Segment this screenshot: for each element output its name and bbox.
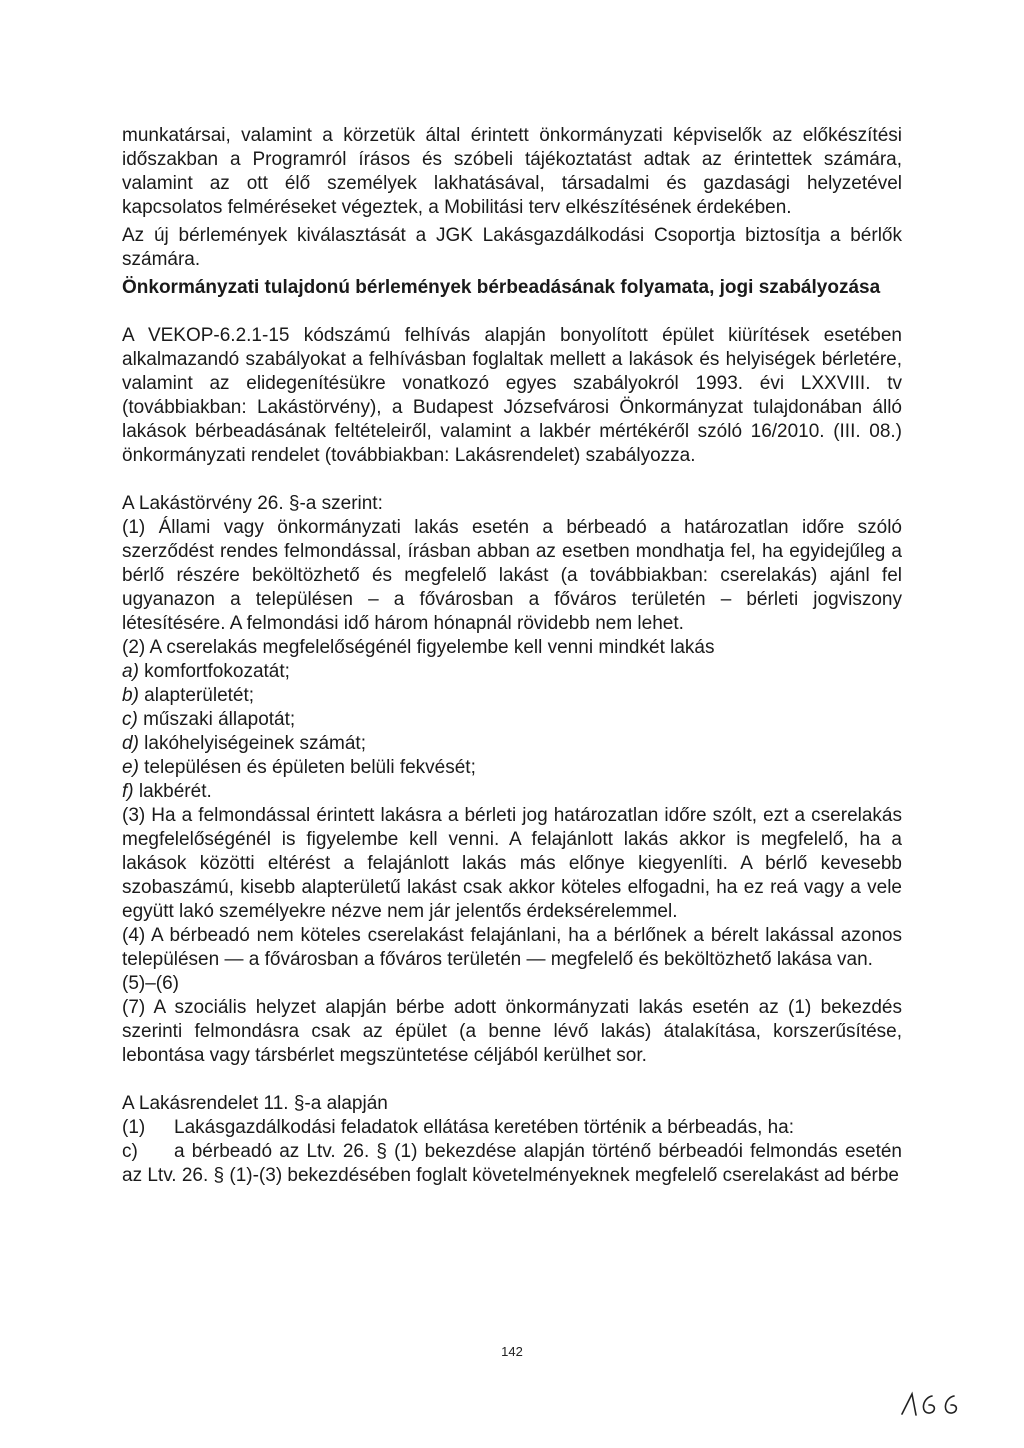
decree-point-text: Lakásgazdálkodási feladatok ellátása keretében történik a bérbeadás, ha:: [174, 1117, 795, 1138]
law-26-section-2: (2) A cserelakás megfelelőségénél figyelembe kell venni mindkét lakás: [122, 637, 715, 658]
decree-point-c-text: a bérbeadó az Ltv. 26. § (1) bekezdése alapján történő bérbeadói felmondás esetén az Ltv. 26. § (1)-(3) bekezdésében foglalt követelményeknek megfelelő cserelakást ad bérbe: [122, 1141, 902, 1186]
law-26-intro: A Lakástörvény 26. §-a szerint:: [122, 493, 383, 514]
decree-point-letter: c): [122, 1141, 138, 1162]
law-26-section-3: (3) Ha a felmondással érintett lakásra a bérleti jog határozatlan időre szólt, ezt a cserelakás megfelelőségénél is figyelembe kell venni. A felajánlott lakás akkor is megfelelő, ha a lakások közötti eltérést a felajánlott lakás más előnye kiegyenlíti. A bérlő kevesebb szobaszámú, kisebb alapterületű lakást csak akkor köteles elfogadni, ha ez reá vagy a vele együtt lakó személyekre nézve nem jár jelentős érdeksérelemmel.: [122, 805, 902, 922]
list-item-text: műszaki állapotát;: [137, 709, 296, 730]
law-26-section-5-6: (5)–(6): [122, 973, 180, 994]
list-item: [122, 660, 902, 684]
document-body: [122, 124, 902, 1188]
list-item-letter: e): [122, 757, 139, 778]
decree-point-c: [122, 1140, 902, 1188]
decree-point-number: (1): [122, 1117, 146, 1138]
list-item-letter: c): [122, 709, 138, 730]
handwritten-page-mark: [896, 1388, 966, 1418]
list-item: [122, 684, 902, 708]
law-26-section-1: (1) Állami vagy önkormányzati lakás esetén a bérbeadó a határozatlan időre szóló szerződést rendes felmondással, írásban abban az esetben mondhatja fel, ha egyidejűleg a bérlő részére beköltözhető és megfelelő lakást (a továbbiakban: cserelakás) ajánl fel ugyanazon a településen – a fővárosban a főváros területén – bérleti jogviszony létesítésére. A felmondási idő három hónapnál rövidebb nem lehet.: [122, 517, 902, 634]
paragraph-intro: munkatársai, valamint a körzetük által érintett önkormányzati képviselők az előkészítési időszakban a Programról írásos és szóbeli tájékoztatást adtak az érintettek számára, valamint az ott élő személyek lakhatásával, társadalmi és gazdasági helyzetével kapcsolatos felméréseket végeztek, a Mobilitási terv elkészítésének érdekében.: [122, 125, 902, 218]
page-number: 142: [501, 1344, 523, 1359]
paragraph-regulation: A VEKOP-6.2.1-15 kódszámú felhívás alapján bonyolított épület kiürítések esetében alkalmazandó szabályokat a felhívásban foglaltak mellett a lakások és helyiségek bérletére, valamint az elidegenítésükre vonatkozó egyes szabályokról 1993. évi LXXVIII. tv (továbbiakban: Lakástörvény), a Budapest Józsefvárosi Önkormányzat tulajdonában álló lakások bérbeadásának feltételeiről, valamint a lakbér mértékéről szóló 16/2010. (III. 08.) önkormányzati rendelet (továbbiakban: Lakásrendelet) szabályozza.: [122, 325, 902, 466]
paragraph-selection: Az új bérlemények kiválasztását a JGK Lakásgazdálkodási Csoportja biztosítja a bérlők számára.: [122, 225, 902, 270]
list-item: [122, 732, 902, 756]
list-item-letter: f): [122, 781, 134, 802]
list-item: [122, 708, 902, 732]
law-26-section-7: (7) A szociális helyzet alapján bérbe adott önkormányzati lakás esetén az (1) bekezdés szerinti felmondásra csak az épület (a benne lévő lakás) átalakítása, korszerűsítése, lebontása vagy társbérlet megszüntetése céljából kerülhet sor.: [122, 997, 902, 1066]
list-item-letter: b): [122, 685, 139, 706]
list-item: [122, 756, 902, 780]
decree-intro: A Lakásrendelet 11. §-a alapján: [122, 1093, 388, 1114]
section-heading: Önkormányzati tulajdonú bérlemények bérbeadásának folyamata, jogi szabályozása: [122, 277, 881, 298]
list-item-text: lakóhelyiségeinek számát;: [138, 733, 366, 754]
decree-point-1: [122, 1116, 902, 1140]
list-item-text: lakbérét.: [133, 781, 212, 802]
list-item-text: településen és épületen belüli fekvését;: [138, 757, 476, 778]
law-26-section-4: (4) A bérbeadó nem köteles cserelakást felajánlani, ha a bérlőnek a bérelt lakással azonos településen — a fővárosban a főváros területén — megfelelő és beköltözhető lakása van.: [122, 925, 902, 970]
list-item-text: alapterületét;: [138, 685, 255, 706]
list-item-text: komfortfokozatát;: [138, 661, 290, 682]
law-26-item-list: [122, 660, 902, 804]
list-item-letter: d): [122, 733, 139, 754]
list-item: [122, 780, 902, 804]
list-item-letter: a): [122, 661, 139, 682]
